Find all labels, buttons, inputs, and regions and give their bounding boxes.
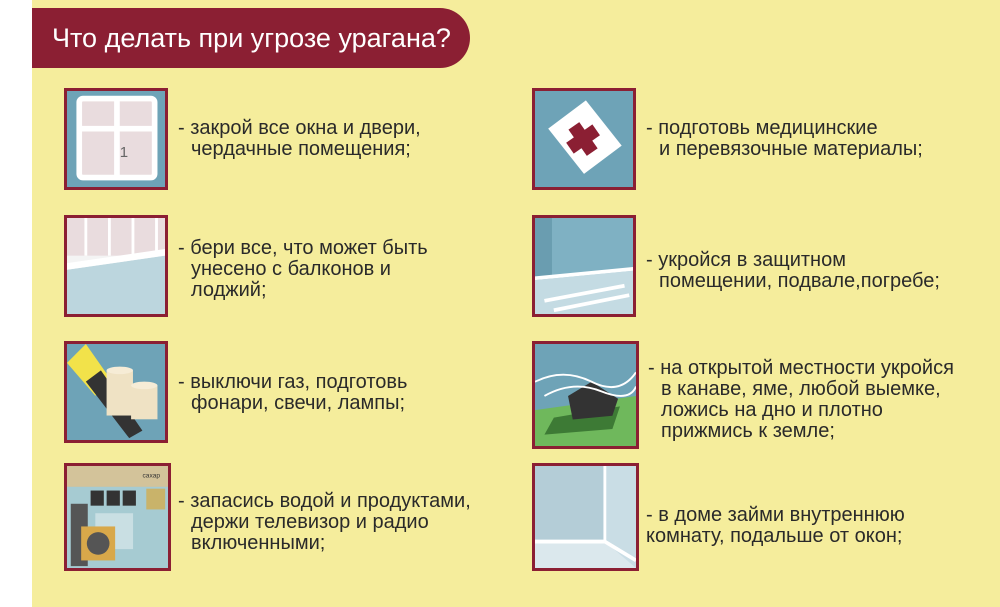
list-item-inner-room: - в доме займи внутреннюю комнату, подальше от окон; <box>646 504 905 547</box>
flashlight-candles-icon <box>64 341 168 443</box>
pantry-radio-icon <box>64 463 171 571</box>
list-item-supplies: - запасись водой и продуктами, держи телевизор и радио включенными; <box>178 490 471 554</box>
page-title: Что делать при угрозе урагана? <box>32 8 470 68</box>
sugar-label: сахар <box>142 472 161 480</box>
balcony-icon <box>64 215 168 317</box>
window-icon <box>64 88 168 190</box>
list-item-medical: - подготовь медицинские и перевязочные материалы; <box>646 117 923 160</box>
first-aid-kit-icon <box>532 88 636 190</box>
ditch-wind-icon <box>532 341 639 449</box>
list-item-gas: - выключи газ, подготовь фонари, свечи, лампы; <box>178 371 408 414</box>
basement-icon <box>532 215 636 317</box>
list-item-balcony: - бери все, что может быть унесено с балконов и лоджий; <box>178 237 428 301</box>
list-item-shelter: - укройся в защитном помещении, подвале,погребе; <box>646 249 940 292</box>
window-handle-label: 1 <box>119 143 129 161</box>
list-item-windows: - закрой все окна и двери, чердачные помещения; <box>178 117 421 160</box>
room-corner-icon <box>532 463 639 571</box>
list-item-outdoors: - на открытой местности укройся в канаве, яме, любой выемке, ложись на дно и плотно прижмись к земле; <box>648 357 954 442</box>
